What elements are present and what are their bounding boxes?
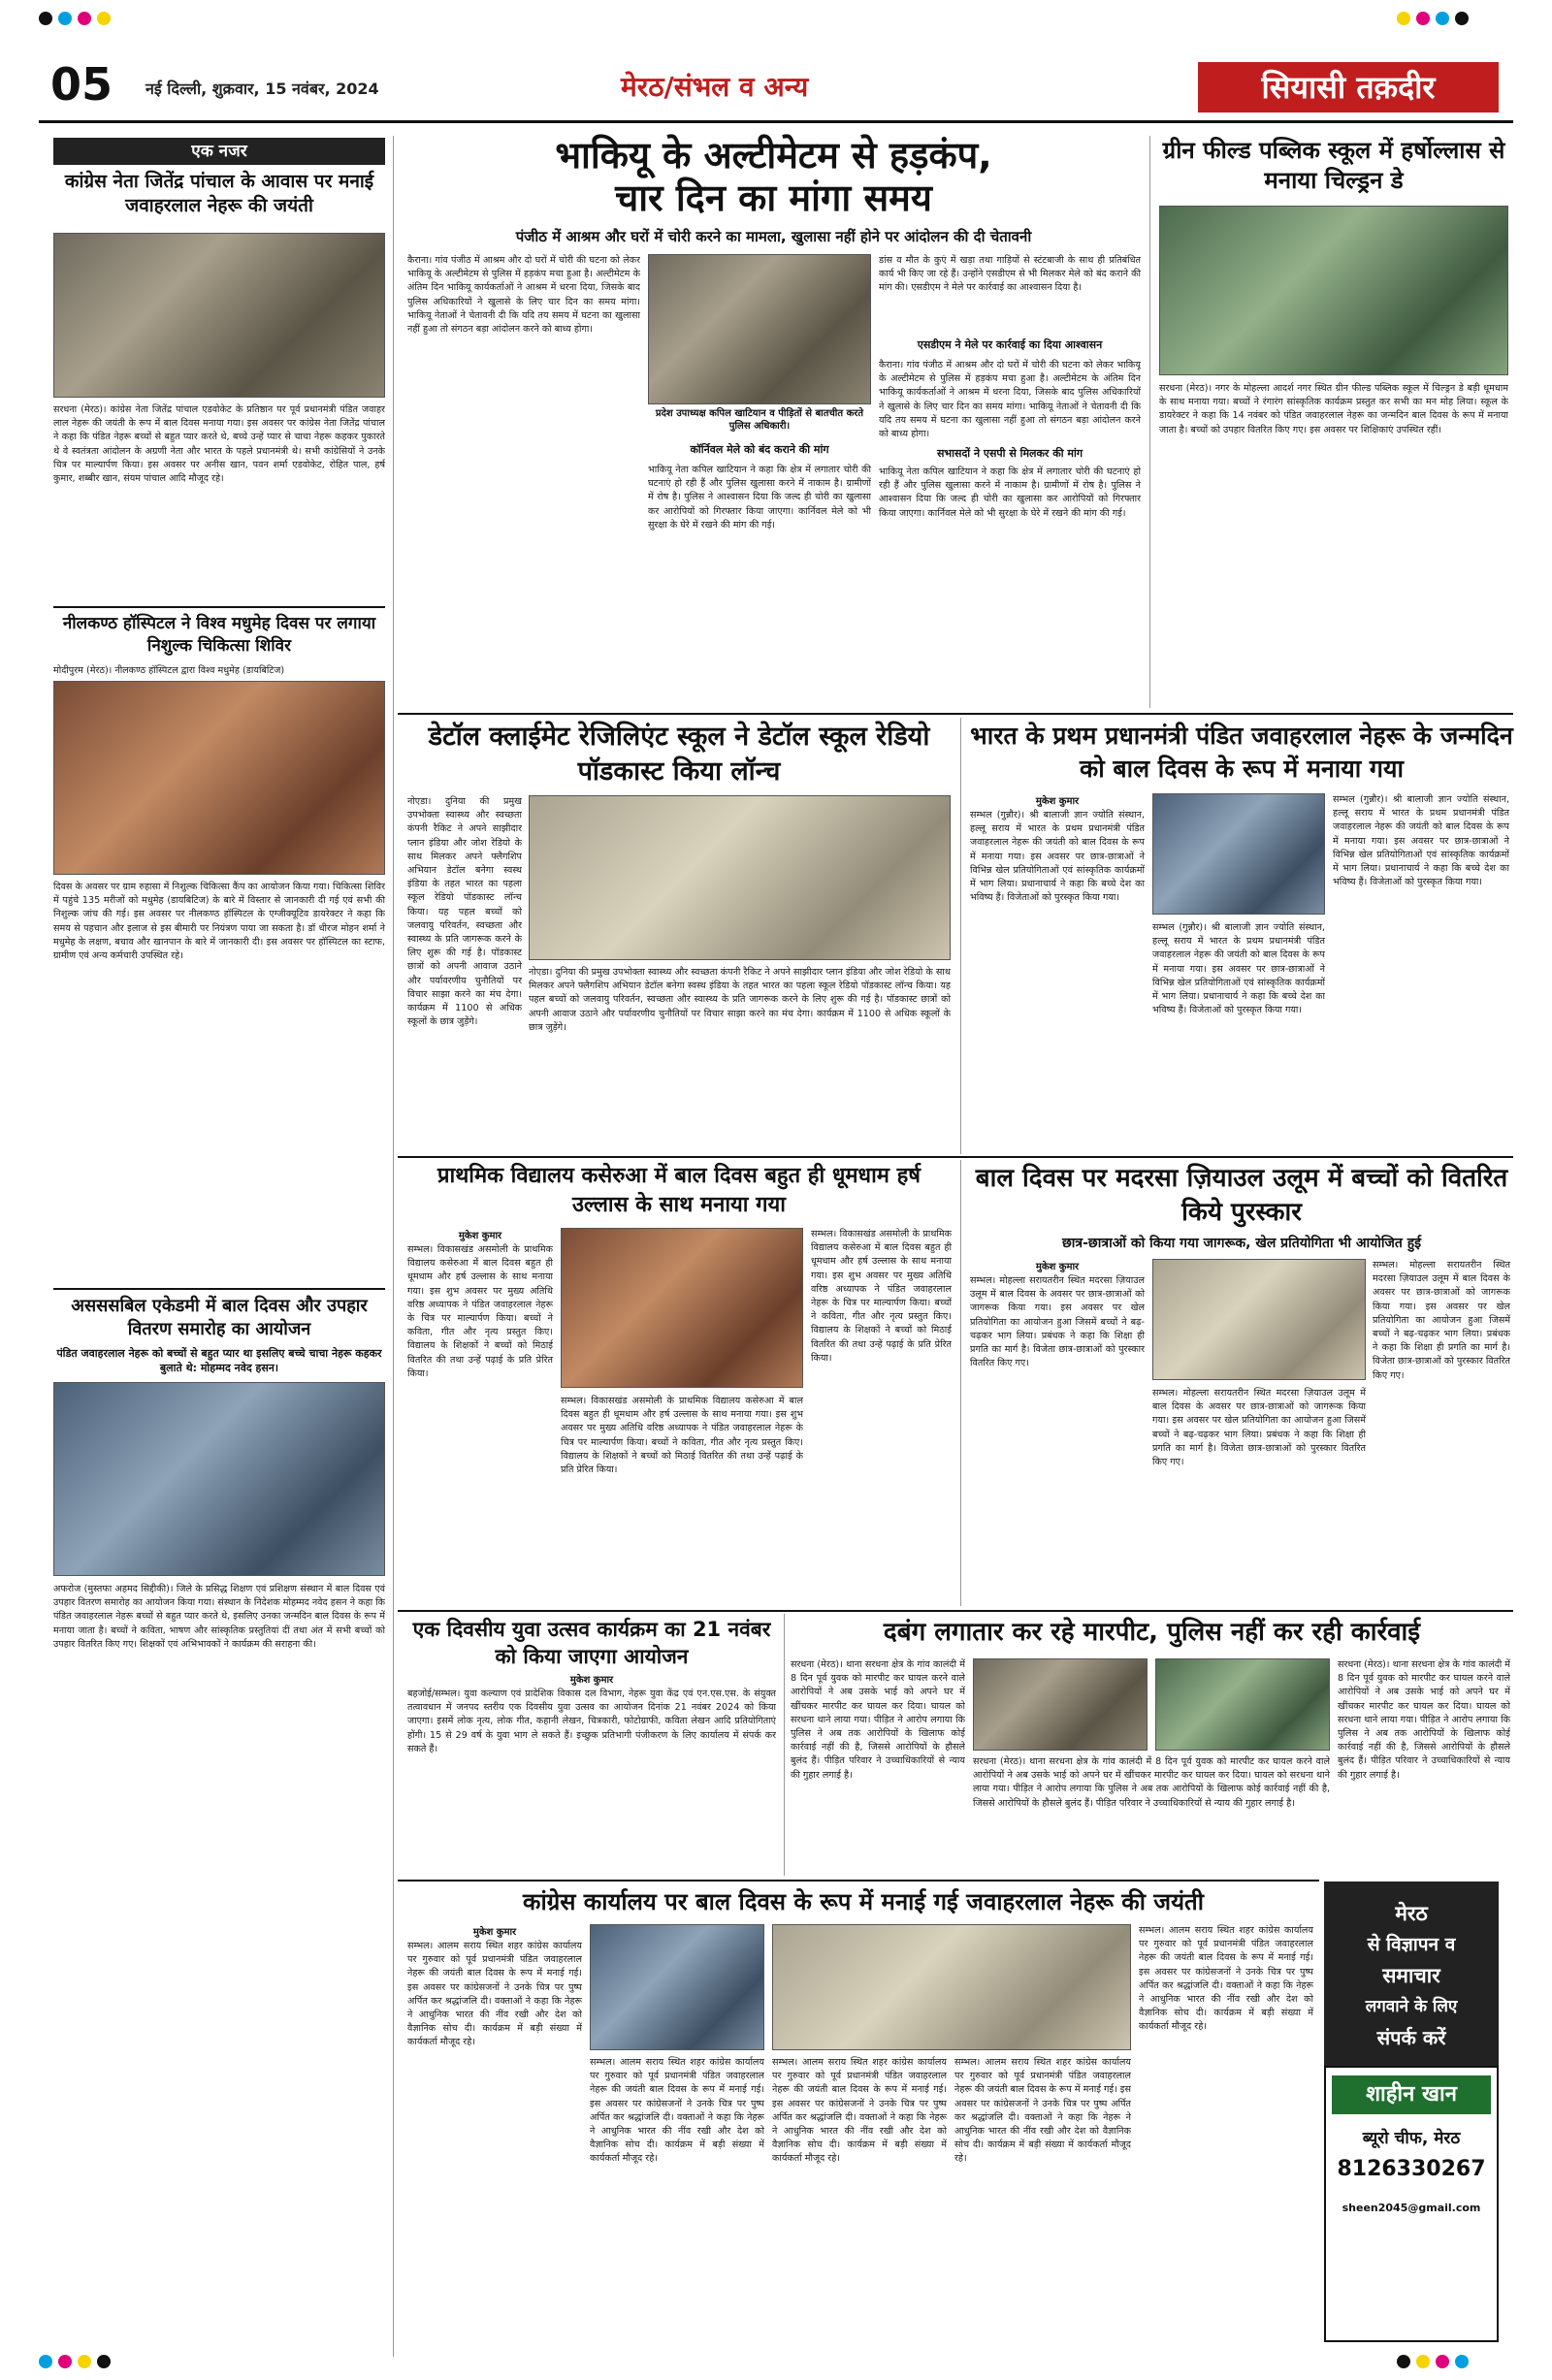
- congress-office-headline: कांग्रेस कार्यालय पर बाल दिवस के रूप में मनाई गई जवाहरलाल नेहरू की जयंती: [523, 1888, 1204, 1915]
- story3-body: अफरोज (मुस्तफा अहमद सिद्दीकी)। जिले के प्रसिद्ध शिक्षण एवं प्रशिक्षण संस्थान में बाल दिवस एवं उपहार वितरण समारोह का आयोजन किया गया। संस्थान के निदेशक मोहम्मद नवेद हसन ने कहा कि पंडित जवाहरलाल नेहरू बच्चों से बहुत प्यार करते थे, इसलिए उनका जन्मदिन बाल दिवस के रूप में मनाया जाता है। बच्चों ने कविता, भाषण और सांस्कृतिक प्रस्तुतियां दीं तथा अंत में सभी बच्चों को उपहार वितरित किए गए। शिक्षकों एवं अभिभावकों ने कार्यक्रम की सराहना की।: [53, 1584, 385, 1650]
- yuva-body: बहजोई/सम्भल। युवा कल्याण एवं प्रादेशिक विकास दल विभाग, नेहरू युवा केंद्र एवं एन.एस.एस. के संयुक्त तत्वावधान में जनपद स्तरीय एक दिवसीय युवा उत्सव का आयोजन दिनांक 21 नवंबर 2024 को किया जाएगा। इसमें लोक नृत्य, लोक गीत, कहानी लेखन, चित्रकारी, फोटोग्राफी, कविता लेखन आदि प्रतियोगिताएं होंगी। 15 से 29 वर्ष के युवा भाग ले सकते हैं। इच्छुक प्रतिभागी पंजीकरण के लिए कार्यालय में संपर्क कर सकते हैं।: [407, 1689, 776, 1754]
- nehru-pm-photo: [1152, 793, 1325, 915]
- story3-subhead: पंडित जवाहरलाल नेहरू को बच्चों से बहुत प्यार था इसलिए बच्चे चाचा नेहरू कहकर बुलाते थे: मोहम्मद नवेद हसन।: [56, 1347, 382, 1374]
- story3-headline: असससबिल एकेडमी में बाल दिवस और उपहार वितरण समारोह का आयोजन: [71, 1296, 368, 1339]
- congress-office-body-col3: सम्भल। आलम सराय स्थित शहर कांग्रेस कार्यालय पर गुरुवार को पूर्व प्रधानमंत्री पंडित जवाहरलाल नेहरू की जयंती बाल दिवस के रूप में मनाई गई। इस अवसर पर कांग्रेसजनों ने उनके चित्र पर पुष्प अर्पित कर श्रद्धांजलि दी। वक्ताओं ने कहा कि नेहरू ने आधुनिक भारत की नींव रखी और देश को वैज्ञानिक सोच दी। कार्यक्रम में बड़ी संख्या में कार्यकर्ता मौजूद रहे।: [772, 2057, 947, 2165]
- ad-name: शाहीन खान: [1332, 2075, 1491, 2114]
- kaseruaa-body-col2: सम्भल। विकासखंड असमोली के प्राथमिक विद्यालय कसेरुआ में बाल दिवस बहुत ही धूमधाम और हर्ष उल्लास के साथ मनाया गया। इस शुभ अवसर पर मुख्य अतिथि वरिष्ठ अध्यापक ने पंडित जवाहरलाल नेहरू के चित्र पर माल्यार्पण किया। बच्चों ने कविता, गीत और नृत्य प्रस्तुत किए। विद्यालय के शिक्षकों ने बच्चों को मिठाई वितरित की तथा उन्हें पढ़ाई के प्रति प्रेरित किया।: [561, 1396, 803, 1476]
- lead-subhead-sp: सभासदों ने एसपी से मिलकर की मांग: [936, 447, 1083, 460]
- greenfield-body: सरधना (मेरठ)। नगर के मोहल्ला आदर्श नगर स्थित ग्रीन फील्ड पब्लिक स्कूल में चिल्ड्रन डे बड़ी धूमधाम के साथ मनाया गया। बच्चों ने रंगारंग सांस्कृतिक कार्यक्रम प्रस्तुत कर सभी का मन मोह लिया। स्कूल के डायरेक्टर ने कहा कि 14 नवंबर को पंडित जवाहरलाल नेहरू का जन्मदिन बाल दिवस के रूप में मनाया जाता है। बच्चों को उपहार वितरित किए गए। इस अवसर पर शिक्षिकाएं उपस्थित रहीं।: [1159, 383, 1508, 435]
- dabang-body-col2: सरधना (मेरठ)। थाना सरधना क्षेत्र के गांव कालंदी में 8 दिन पूर्व युवक को मारपीट कर घायल करने वाले आरोपियों ने अब उसके भाई को अपने घर में खींचकर मारपीट कर घायल कर दिया। घायल को सरधना थाने लाया गया। पीड़ित ने आरोप लगाया कि पुलिस ने अब तक आरोपियों के खिलाफ कोई कार्रवाई नहीं की है, जिससे आरोपियों के हौसले बुलंद हैं। पीड़ित परिवार ने उच्चाधिकारियों से न्याय की गुहार लगाई है।: [973, 1756, 1330, 1809]
- madrasa-byline: मुकेश कुमार: [1035, 1262, 1080, 1272]
- dettol-body-col2: नोएडा। दुनिया की प्रमुख उपभोक्ता स्वास्थ्य और स्वच्छता कंपनी रैकिट ने अपने साझीदार प्लान इंडिया और जोश रेडियो के साथ मिलकर अपने फ्लैगशिप अभियान डेटॉल बनेगा स्वस्थ इंडिया के तहत भारत का पहला स्कूल रेडियो पॉडकास्ट लॉन्च किया। यह पहल बच्चों को जलवायु परिवर्तन, स्वच्छता और स्वास्थ्य के प्रति जागरूक करने के लिए शुरू की गई है। पॉडकास्ट छात्रों को अपनी आवाज उठाने और पर्यावरणीय चुनौतियों पर विचार साझा करने का मंच देगा। कार्यक्रम में 1100 से अधिक स्कूलों के छात्र जुड़ेंगे।: [529, 967, 951, 1033]
- dabang-body-col3: सरधना (मेरठ)। थाना सरधना क्षेत्र के गांव कालंदी में 8 दिन पूर्व युवक को मारपीट कर घायल करने वाले आरोपियों ने अब उसके भाई को अपने घर में खींचकर मारपीट कर घायल कर दिया। घायल को सरधना थाने लाया गया। पीड़ित ने आरोप लगाया कि पुलिस ने अब तक आरोपियों के खिलाफ कोई कार्रवाई नहीं की है, जिससे आरोपियों के हौसले बुलंद हैं। पीड़ित परिवार ने उच्चाधिकारियों से न्याय की गुहार लगाई है।: [1338, 1659, 1510, 1781]
- kaseruaa-photo: [561, 1228, 803, 1388]
- congress-office-body-col5: सम्भल। आलम सराय स्थित शहर कांग्रेस कार्यालय पर गुरुवार को पूर्व प्रधानमंत्री पंडित जवाहरलाल नेहरू की जयंती बाल दिवस के रूप में मनाई गई। इस अवसर पर कांग्रेसजनों ने उनके चित्र पर पुष्प अर्पित कर श्रद्धांजलि दी। वक्ताओं ने कहा कि नेहरू ने आधुनिक भारत की नींव रखी और देश को वैज्ञानिक सोच दी। कार्यक्रम में बड़ी संख्या में कार्यकर्ता मौजूद रहे।: [1139, 1925, 1313, 2033]
- story3-photo: [53, 1382, 385, 1576]
- registration-marks-bottom-right: [1397, 2351, 1469, 2374]
- madrasa-body-col3: सम्भल। मोहल्ला सरायतरीन स्थित मदरसा ज़ियाउल उलूम में बाल दिवस के अवसर पर छात्र-छात्राओं को जागरूक किया गया। इस अवसर पर खेल प्रतियोगिता का आयोजन हुआ जिसमें बच्चों ने बढ़-चढ़कर भाग लिया। प्रबंधक ने कहा कि शिक्षा ही प्रगति का मार्ग है। विजेता छात्र-छात्राओं को पुरस्कार वितरित किए गए।: [1373, 1260, 1510, 1381]
- lead-deck: पंजीठ में आश्रम और घरों में चोरी करने का मामला, खुलासा नहीं होने पर आंदोलन की दी चेतावनी: [515, 228, 1032, 245]
- ad-line5: संपर्क करें: [1376, 2026, 1446, 2049]
- kaseruaa-body-col3: सम्भल। विकासखंड असमोली के प्राथमिक विद्यालय कसेरुआ में बाल दिवस बहुत ही धूमधाम और हर्ष उल्लास के साथ मनाया गया। इस शुभ अवसर पर मुख्य अतिथि वरिष्ठ अध्यापक ने पंडित जवाहरलाल नेहरू के चित्र पर माल्यार्पण किया। बच्चों ने कविता, गीत और नृत्य प्रस्तुत किए। विद्यालय के शिक्षकों ने बच्चों को मिठाई वितरित की तथा उन्हें पढ़ाई के प्रति प्रेरित किया।: [811, 1229, 952, 1364]
- registration-marks-bottom-left: [39, 2351, 111, 2374]
- ad-line1: मेरठ: [1395, 1902, 1428, 1925]
- date-line: नई दिल्ली, शुक्रवार, 15 नवंबर, 2024: [146, 80, 379, 98]
- nehru-pm-byline: मुकेश कुमार: [1035, 796, 1080, 807]
- dettol-body-col1: नोएडा। दुनिया की प्रमुख उपभोक्ता स्वास्थ्य और स्वच्छता कंपनी रैकिट ने अपने साझीदार प्लान इंडिया और जोश रेडियो के साथ मिलकर अपने फ्लैगशिप अभियान डेटॉल बनेगा स्वस्थ इंडिया के तहत भारत का पहला स्कूल रेडियो पॉडकास्ट लॉन्च किया। यह पहल बच्चों को जलवायु परिवर्तन, स्वच्छता और स्वास्थ्य के प्रति जागरूक करने के लिए शुरू की गई है। पॉडकास्ट छात्रों को अपनी आवाज उठाने और पर्यावरणीय चुनौतियों पर विचार साझा करने का मंच देगा। कार्यक्रम में 1100 से अधिक स्कूलों के छात्र जुड़ेंगे।: [407, 796, 522, 1028]
- madrasa-deck: छात्र-छात्राओं को किया गया जागरूक, खेल प्रतियोगिता भी आयोजित हुई: [1061, 1236, 1422, 1251]
- madrasa-body-col1: सम्भल। मोहल्ला सरायतरीन स्थित मदरसा ज़ियाउल उलूम में बाल दिवस के अवसर पर छात्र-छात्राओं को जागरूक किया गया। इस अवसर पर खेल प्रतियोगिता का आयोजन हुआ जिसमें बच्चों ने बढ़-चढ़कर भाग लिया। प्रबंधक ने कहा कि शिक्षा ही प्रगति का मार्ग है। विजेता छात्र-छात्राओं को पुरस्कार वितरित किए गए।: [970, 1275, 1145, 1369]
- yuva-headline: एक दिवसीय युवा उत्सव कार्यक्रम का 21 नवंबर को किया जाएगा आयोजन: [412, 1618, 771, 1668]
- story2-photo: [53, 681, 385, 875]
- dabang-body-col1: सरधना (मेरठ)। थाना सरधना क्षेत्र के गांव कालंदी में 8 दिन पूर्व युवक को मारपीट कर घायल करने वाले आरोपियों ने अब उसके भाई को अपने घर में खींचकर मारपीट कर घायल कर दिया। घायल को सरधना थाने लाया गया। पीड़ित ने आरोप लगाया कि पुलिस ने अब तक आरोपियों के खिलाफ कोई कार्रवाई नहीं की है, जिससे आरोपियों के हौसले बुलंद हैं। पीड़ित परिवार ने उच्चाधिकारियों से न्याय की गुहार लगाई है।: [791, 1659, 965, 1781]
- dabang-photo-1: [973, 1658, 1148, 1751]
- story1-headline: कांग्रेस नेता जितेंद्र पांचाल के आवास पर मनाई जवाहरलाल नेहरू की जयंती: [64, 171, 374, 216]
- lead-headline-line2: चार दिन का मांगा समय: [615, 177, 932, 219]
- masthead: [0, 0, 1552, 136]
- lead-body-col2: भाकियू नेता कपिल खाटियान ने कहा कि क्षेत्र में लगातार चोरी की घटनाएं हो रही हैं और पुलिस खुलासा करने में नाकाम है। ग्रामीणों में रोष है। पुलिस ने आश्वासन दिया कि जल्द ही चोरी का खुलासा कर आरोपियों को गिरफ्तार किया जाएगा। कार्निवल मेले को भी सुरक्षा के घेरे में रखने की मांग की गई।: [648, 465, 871, 531]
- lead-photo-caption: प्रदेश उपाध्यक्ष कपिल खाटियान व पीड़ितों से बातचीत करते पुलिस अधिकारी।: [655, 408, 864, 432]
- story2-byline: मोदीपुरम (मेरठ)। नीलकण्ठ हॉस्पिटल द्वारा विश्व मधुमेह (डायबिटिज): [53, 665, 285, 676]
- greenfield-photo: [1159, 206, 1508, 375]
- madrasa-photo: [1152, 1259, 1366, 1380]
- nehru-pm-body-col2: सम्भल (गुन्नौर)। श्री बालाजी ज्ञान ज्योति संस्थान, हल्लू सराय में भारत के प्रथम प्रधानमंत्री पंडित जवाहरलाल नेहरू की जयंती को बाल दिवस के रूप में मनाया गया। इस अवसर पर छात्र-छात्राओं ने विभिन्न खेल प्रतियोगिताओं एवं सांस्कृतिक कार्यक्रमों में भाग लिया। प्रधानाचार्य ने कहा कि बच्चे देश का भविष्य हैं। विजेताओं को पुरस्कृत किया गया।: [1152, 922, 1325, 1016]
- dabang-photo-2: [1155, 1658, 1330, 1751]
- story2-headline: नीलकण्ठ हॉस्पिटल ने विश्व मधुमेह दिवस पर लगाया निशुल्क चिकित्सा शिविर: [62, 614, 376, 656]
- kaseruaa-body-col1: सम्भल। विकासखंड असमोली के प्राथमिक विद्यालय कसेरुआ में बाल दिवस बहुत ही धूमधाम और हर्ष उल्लास के साथ मनाया गया। इस शुभ अवसर पर मुख्य अतिथि वरिष्ठ अध्यापक ने पंडित जवाहरलाल नेहरू के चित्र पर माल्यार्पण किया। बच्चों ने कविता, गीत और नृत्य प्रस्तुत किए। विद्यालय के शिक्षकों ने बच्चों को मिठाई वितरित की तथा उन्हें पढ़ाई के प्रति प्रेरित किया।: [407, 1244, 553, 1379]
- lead-body-col1: कैराना। गांव पंजीठ में आश्रम और दो घरों में चोरी की घटना को लेकर भाकियू के अल्टीमेटम से पुलिस में हड़कंप मचा हुआ है। अल्टीमेटम के अंतिम दिन भाकियू कार्यकर्ताओं ने आश्रम में धरना दिया, जिसके बाद पुलिस अधिकारियों ने खुलासे के लिए चार दिन का समय मांगा। भाकियू नेताओं ने चेतावनी दी कि यदि तय समय में घटना का खुलासा नहीं हुआ तो संगठन बड़ा आंदोलन करने को बाध्य होगा।: [407, 255, 640, 336]
- congress-office-photo-2: [772, 1924, 1131, 2050]
- dettol-photo: [529, 795, 951, 960]
- lead-photo: [648, 254, 871, 404]
- ek-nazar-label: एक नजर: [53, 138, 385, 165]
- yuva-byline: मुकेश कुमार: [569, 1675, 614, 1686]
- dettol-headline: डेटॉल क्लाईमेट रेजिलिएंट स्कूल ने डेटॉल स्कूल रेडियो पॉडकास्ट किया लॉन्च: [428, 722, 930, 787]
- ad-line4: लगवाने के लिए: [1365, 1997, 1458, 2016]
- ad-email[interactable]: sheen2045@gmail.com: [1342, 2202, 1481, 2214]
- ad-line2: से विज्ञापन व: [1367, 1934, 1456, 1955]
- story1-photo: [53, 233, 385, 398]
- congress-office-body-col4: सम्भल। आलम सराय स्थित शहर कांग्रेस कार्यालय पर गुरुवार को पूर्व प्रधानमंत्री पंडित जवाहरलाल नेहरू की जयंती बाल दिवस के रूप में मनाई गई। इस अवसर पर कांग्रेसजनों ने उनके चित्र पर पुष्प अर्पित कर श्रद्धांजलि दी। वक्ताओं ने कहा कि नेहरू ने आधुनिक भारत की नींव रखी और देश को वैज्ञानिक सोच दी। कार्यक्रम में बड़ी संख्या में कार्यकर्ता मौजूद रहे।: [954, 2057, 1131, 2165]
- kaseruaa-byline: मुकेश कुमार: [458, 1231, 502, 1241]
- congress-office-body-col2: सम्भल। आलम सराय स्थित शहर कांग्रेस कार्यालय पर गुरुवार को पूर्व प्रधानमंत्री पंडित जवाहरलाल नेहरू की जयंती बाल दिवस के रूप में मनाई गई। इस अवसर पर कांग्रेसजनों ने उनके चित्र पर पुष्प अर्पित कर श्रद्धांजलि दी। वक्ताओं ने कहा कि नेहरू ने आधुनिक भारत की नींव रखी और देश को वैज्ञानिक सोच दी। कार्यक्रम में बड़ी संख्या में कार्यकर्ता मौजूद रहे।: [590, 2057, 764, 2165]
- lead-subhead-sdm: एसडीएम ने मेले पर कार्रवाई का दिया आश्वासन: [917, 338, 1103, 351]
- section-title: मेरठ/संभल व अन्य: [621, 71, 809, 103]
- lead-headline-line1: भाकियू के अल्टीमेटम से हड़कंप,: [555, 134, 992, 177]
- congress-office-byline: मुकेश कुमार: [472, 1927, 517, 1938]
- ad-phone[interactable]: 8126330267: [1337, 2157, 1486, 2181]
- nehru-pm-body-col1: सम्भल (गुन्नौर)। श्री बालाजी ज्ञान ज्योति संस्थान, हल्लू सराय में भारत के प्रथम प्रधानमंत्री पंडित जवाहरलाल नेहरू की जयंती को बाल दिवस के रूप में मनाया गया। इस अवसर पर छात्र-छात्राओं ने विभिन्न खेल प्रतियोगिताओं एवं सांस्कृतिक कार्यक्रमों में भाग लिया। प्रधानाचार्य ने कहा कि बच्चे देश का भविष्य हैं। विजेताओं को पुरस्कृत किया गया।: [970, 810, 1145, 904]
- story1-body: सरधना (मेरठ)। कांग्रेस नेता जितेंद्र पांचाल एडवोकेट के प्रतिष्ठान पर पूर्व प्रधानमंत्री पंडित जवाहर लाल नेहरू की जयंती के रूप में बाल दिवस मनाया गया। इस अवसर पर कांग्रेस नेता जितेंद्र पांचाल ने कहा कि पंडित नेहरू बच्चों से बहुत प्यार करते थे, बच्चे उन्हें प्यार से चाचा नेहरू कहकर पुकारते थे वे स्वतंत्रता आंदोलन के अग्रणी नेता और भारत के पहले प्रधानमंत्री थे। सभी कांग्रेसियों ने उनके चित्र पर माल्यार्पण किया। इस अवसर पर अनीस खान, पवन शर्मा एडवोकेट, रोहित पाल, हर्ष कुमार, शब्बीर खान, संयम पांचाल आदि मौजूद रहे।: [53, 404, 385, 485]
- ad-line3: समाचार: [1382, 1964, 1440, 1987]
- lead-body-col3: डांस व मौत के कुएं में खड़ा तथा गाड़ियों से स्टंटबाजी के साथ ही प्रतिबंधित कार्य भी किए जा रहे हैं। उन्होंने एसडीएम से भी मिलकर मेले को बंद कराने की मांग की। एसडीएम ने मेले पर कार्रवाई का आश्वासन दिया है।: [879, 255, 1141, 294]
- lead-body-col3b: कैराना। गांव पंजीठ में आश्रम और दो घरों में चोरी की घटना को लेकर भाकियू के अल्टीमेटम से पुलिस में हड़कंप मचा हुआ है। अल्टीमेटम के अंतिम दिन भाकियू कार्यकर्ताओं ने आश्रम में धरना दिया, जिसके बाद पुलिस अधिकारियों ने खुलासे के लिए चार दिन का समय मांगा। भाकियू नेताओं ने चेतावनी दी कि यदि तय समय में घटना का खुलासा नहीं हुआ तो संगठन बड़ा आंदोलन करने को बाध्य होगा।: [879, 360, 1141, 440]
- story2-body: दिवस के अवसर पर ग्राम रुहासा में निशुल्क चिकित्सा कैंप का आयोजन किया गया। चिकित्सा शिविर में पहुंचे 135 मरीजों को मधुमेह (डायबिटिज) के बारे में विस्तार से जानकारी दी गई एवं सभी की निशुल्क जांच की गई। इस अवसर पर नीलकण्ठ हॉस्पिटल के एग्जीक्यूटिव डायरेक्टर ने कहा कि समय से पहचान और इलाज से इस बीमारी पर नियंत्रण पाया जा सकता है। डॉ धीरज मोहन शर्मा ने मधुमेह के लक्षण, बचाव और खानपान के बारे में जानकारी दी। इस अवसर पर हॉस्पिटल का स्टाफ, ग्रामीण एवं अन्य कर्मचारी उपस्थित रहे।: [53, 882, 385, 962]
- nehru-pm-body-col3: सम्भल (गुन्नौर)। श्री बालाजी ज्ञान ज्योति संस्थान, हल्लू सराय में भारत के प्रथम प्रधानमंत्री पंडित जवाहरलाल नेहरू की जयंती को बाल दिवस के रूप में मनाया गया। इस अवसर पर छात्र-छात्राओं ने विभिन्न खेल प्रतियोगिताओं एवं सांस्कृतिक कार्यक्रमों में भाग लिया। प्रधानाचार्य ने कहा कि बच्चे देश का भविष्य हैं। विजेताओं को पुरस्कृत किया गया।: [1333, 794, 1509, 888]
- congress-office-body-col1: सम्भल। आलम सराय स्थित शहर कांग्रेस कार्यालय पर गुरुवार को पूर्व प्रधानमंत्री पंडित जवाहरलाल नेहरू की जयंती बाल दिवस के रूप में मनाई गई। इस अवसर पर कांग्रेसजनों ने उनके चित्र पर पुष्प अर्पित कर श्रद्धांजलि दी। वक्ताओं ने कहा कि नेहरू ने आधुनिक भारत की नींव रखी और देश को वैज्ञानिक सोच दी। कार्यक्रम में बड़ी संख्या में कार्यकर्ता मौजूद रहे।: [407, 1941, 582, 2048]
- madrasa-headline: बाल दिवस पर मदरसा ज़ियाउल उलूम में बच्चों को वितरित किये पुरस्कार: [975, 1164, 1508, 1227]
- brand-title: सियासी तक़दीर: [1198, 62, 1499, 113]
- page-number: 05: [50, 58, 113, 111]
- ad-contact-panel: [1324, 2066, 1499, 2342]
- lead-body-col3c: भाकियू नेता कपिल खाटियान ने कहा कि क्षेत्र में लगातार चोरी की घटनाएं हो रही हैं और पुलिस खुलासा करने में नाकाम है। ग्रामीणों में रोष है। पुलिस ने आश्वासन दिया कि जल्द ही चोरी का खुलासा कर आरोपियों को गिरफ्तार किया जाएगा। कार्निवल मेले को भी सुरक्षा के घेरे में रखने की मांग की गई।: [879, 466, 1141, 519]
- nehru-pm-headline: भारत के प्रथम प्रधानमंत्री पंडित जवाहरलाल नेहरू के जन्मदिन को बाल दिवस के रूप में मनाया गया: [970, 722, 1513, 783]
- lead-subhead-carnival: कॉर्निवल मेले को बंद कराने की मांग: [690, 443, 829, 456]
- greenfield-headline: ग्रीन फील्ड पब्लिक स्कूल में हर्षोल्लास से मनाया चिल्ड्रन डे: [1162, 137, 1505, 194]
- kaseruaa-headline: प्राथमिक विद्यालय कसेरुआ में बाल दिवस बहुत ही धूमधाम हर्ष उल्लास के साथ मनाया गया: [437, 1164, 921, 1217]
- madrasa-body-col2: सम्भल। मोहल्ला सरायतरीन स्थित मदरसा ज़ियाउल उलूम में बाल दिवस के अवसर पर छात्र-छात्राओं को जागरूक किया गया। इस अवसर पर खेल प्रतियोगिता का आयोजन हुआ जिसमें बच्चों ने बढ़-चढ़कर भाग लिया। प्रबंधक ने कहा कि शिक्षा ही प्रगति का मार्ग है। विजेता छात्र-छात्राओं को पुरस्कार वितरित किए गए।: [1152, 1388, 1366, 1468]
- congress-office-photo-1: [590, 1924, 764, 2050]
- ad-title: ब्यूरो चीफ, मेरठ: [1362, 2129, 1461, 2148]
- dabang-headline: दबंग लगातार कर रहे मारपीट, पुलिस नहीं कर रही कार्रवाई: [883, 1618, 1421, 1647]
